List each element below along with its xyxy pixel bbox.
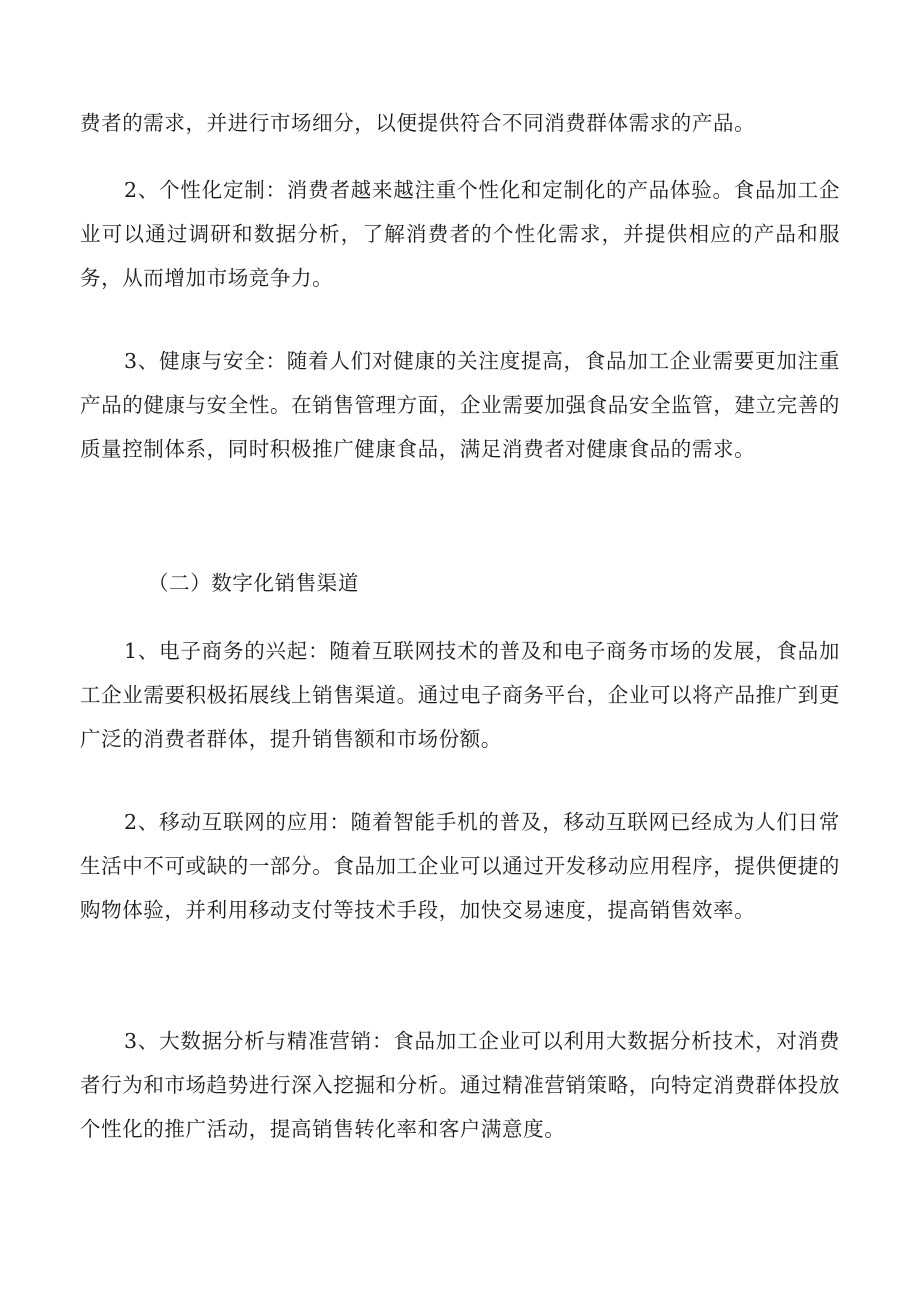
paragraph-health-safety: 3、健康与安全：随着人们对健康的关注度提高，食品加工企业需要更加注重产品的健康与安全性。在销售管理方面，企业需要加强食品安全监管，建立完善的质量控制体系，同时积极推广健康食品，满足消费者对健康食品的需求。 [80,349,840,461]
paragraph-continuation: 费者的需求，并进行市场细分，以便提供符合不同消费群体需求的产品。 [80,111,756,135]
paragraph-ecommerce: 1、电子商务的兴起：随着互联网技术的普及和电子商务市场的发展，食品加工企业需要积极拓展线上销售渠道。通过电子商务平台，企业可以将产品推广到更广泛的消费者群体，提升销售额和市场份额。 [80,639,840,751]
paragraph-personalization: 2、个性化定制：消费者越来越注重个性化和定制化的产品体验。食品加工企业可以通过调研和数据分析，了解消费者的个性化需求，并提供相应的产品和服务，从而增加市场竞争力。 [80,178,840,290]
section-heading: （二）数字化销售渠道 [148,571,359,595]
paragraph-big-data: 3、大数据分析与精准营销：食品加工企业可以利用大数据分析技术，对消费者行为和市场趋势进行深入挖掘和分析。通过精准营销策略，向特定消费群体投放个性化的推广活动，提高销售转化率和客户满意度。 [80,1029,840,1141]
paragraph-mobile-internet: 2、移动互联网的应用：随着智能手机的普及，移动互联网已经成为人们日常生活中不可或缺的一部分。食品加工企业可以通过开发移动应用程序，提供便捷的购物体验，并利用移动支付等技术手段，加快交易速度，提高销售效率。 [80,810,840,922]
